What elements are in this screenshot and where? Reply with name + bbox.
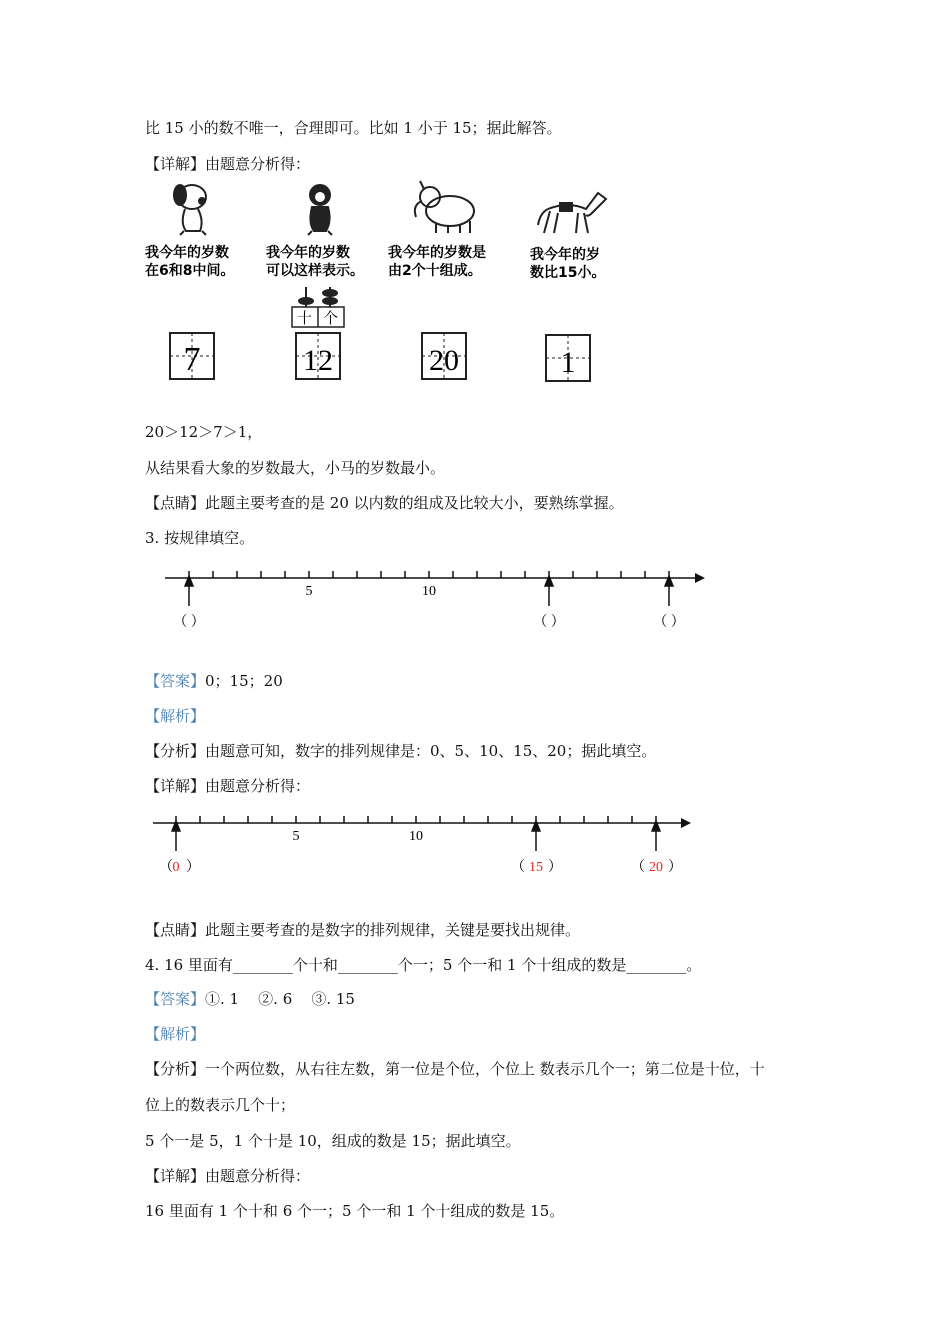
elephant-icon — [415, 181, 474, 233]
answer-text: 0；15；20 — [205, 672, 283, 690]
answer-box-dog — [170, 333, 214, 379]
answer-box-horse — [546, 335, 590, 381]
answer-box-monkey — [296, 333, 340, 379]
caption-elephant-2: 由2个十组成。 — [388, 263, 482, 279]
caption-horse-1: 我今年的岁 — [530, 247, 600, 263]
animal-age-figure — [140, 175, 620, 390]
detail-heading: 【详解】由题意分析得： — [145, 1167, 311, 1185]
caption-dog-2: 在6和8中间。 — [145, 263, 235, 279]
answer-elephant: 20 — [429, 344, 459, 377]
answer-line — [145, 989, 355, 1009]
pointer-note: 【点睛】此题主要考查的是数字的排列规律，关键是要找出规律。 — [145, 921, 581, 939]
detail-heading: 【详解】由题意分析得： — [145, 155, 311, 173]
answer-15: 15 — [529, 860, 543, 875]
tick-label-5: 5 — [292, 829, 300, 844]
blank-20: （ ） — [653, 615, 685, 630]
answer-monkey: 12 — [303, 344, 333, 377]
dog-icon — [174, 185, 206, 235]
caption-dog-1: 我今年的岁数 — [145, 245, 229, 261]
monkey-icon — [308, 185, 332, 235]
text-line: 比 15 小的数不唯一，合理即可。比如 1 小于 15；据此解答。 — [145, 119, 562, 137]
paren-close: ） — [186, 860, 200, 875]
abacus — [292, 287, 344, 327]
question-4: 4. 16 里面有________个十和________个一；5 个一和 1 个十组成的数是________。 — [145, 956, 702, 974]
tick-label-10: 10 — [409, 829, 423, 844]
answer-tag: 【答案】 — [145, 990, 206, 1008]
answer-20: 20 — [649, 860, 663, 875]
analysis-line-cont: 位上的数表示几个十； — [145, 1096, 296, 1114]
text-line: 16 里面有 1 个十和 6 个一；5 个一和 1 个十组成的数是 15。 — [145, 1202, 565, 1220]
pointer-note: 【点睛】此题主要考查的是 20 以内数的组成及比较大小，要熟练掌握。 — [145, 494, 624, 512]
answer-line — [145, 671, 283, 691]
number-line-question — [160, 560, 720, 640]
answer-box-elephant — [422, 333, 466, 379]
paren-open: （ — [631, 860, 645, 875]
number-line-answer — [148, 805, 708, 885]
answer-dog: 7 — [183, 341, 201, 378]
caption-monkey-2: 可以这样表示。 — [266, 263, 364, 279]
horse-icon — [538, 193, 606, 233]
tick-label-5: 5 — [305, 584, 313, 599]
caption-elephant-1: 我今年的岁数是 — [388, 245, 486, 261]
paren-close: ） — [548, 860, 562, 875]
detail-heading: 【详解】由题意分析得： — [145, 777, 311, 795]
answer-tag: 【答案】 — [145, 672, 206, 690]
analysis-line: 【分析】由题意可知，数字的排列规律是：0、5、10、15、20；据此填空。 — [145, 742, 657, 760]
comparison-line: 20＞12＞7＞1， — [145, 423, 263, 441]
analysis-tag: 【解析】 — [145, 707, 206, 725]
abacus-tens-label: 十 — [297, 311, 313, 327]
paren-open: （ — [159, 860, 173, 875]
text-line: 5 个一是 5，1 个十是 10，组成的数是 15；据此填空。 — [145, 1132, 521, 1150]
answer-horse: 1 — [560, 346, 576, 379]
text-line: 从结果看大象的岁数最大，小马的岁数最小。 — [145, 459, 446, 477]
blank-15: （ ） — [533, 615, 565, 630]
analysis-line: 【分析】一个两位数，从右往左数，第一位是个位，个位上 数表示几个一；第二位是十位，十 — [145, 1060, 765, 1078]
analysis-tag: 【解析】 — [145, 1025, 206, 1043]
paren-open: （ — [511, 860, 525, 875]
caption-monkey-1: 我今年的岁数 — [266, 245, 350, 261]
answer-text: ①. 1 ②. 6 ③. 15 — [205, 990, 355, 1008]
blank-0: （ ） — [173, 615, 205, 630]
caption-horse-2: 数比15小。 — [530, 265, 606, 281]
paren-close: ） — [668, 860, 682, 875]
tick-label-10: 10 — [422, 584, 436, 599]
abacus-ones-label: 个 — [323, 311, 339, 327]
question-3: 3. 按规律填空。 — [145, 529, 255, 547]
answer-0: 0 — [172, 860, 180, 875]
